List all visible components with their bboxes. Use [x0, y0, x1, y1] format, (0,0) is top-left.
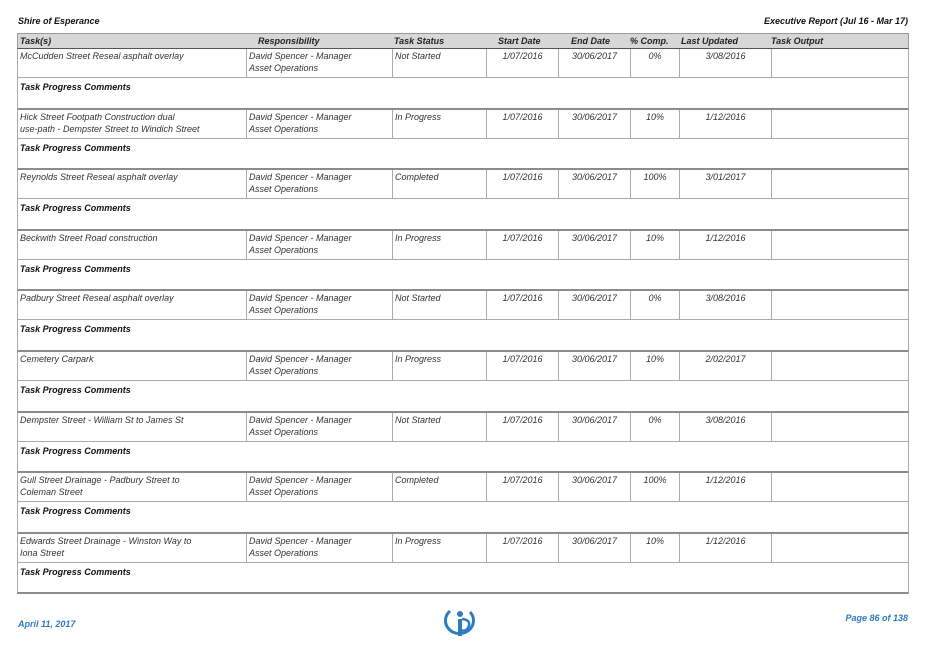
task-progress-comments-row	[17, 198, 909, 231]
comp-cell: 10%	[630, 231, 679, 259]
start-cell: 1/07/2016	[486, 170, 558, 198]
updated-cell: 2/02/2017	[679, 352, 771, 380]
task-block	[17, 534, 909, 595]
task-block	[17, 413, 909, 474]
task-progress-comments-label: Task Progress Comments	[20, 203, 131, 214]
task-progress-comments-label: Task Progress Comments	[20, 384, 131, 395]
task-progress-comments-label: Task Progress Comments	[20, 506, 131, 517]
task-line-2: use-path - Dempster Street to Windich Street	[20, 123, 200, 134]
task-name-cell	[18, 473, 246, 501]
status-cell: Not Started	[392, 413, 486, 441]
comp-cell: 0%	[630, 49, 679, 77]
table-row	[17, 352, 909, 380]
resp-line-2: Asset Operations	[249, 426, 319, 437]
responsibility-cell	[246, 170, 392, 198]
task-line-2: Iona Street	[20, 547, 65, 558]
resp-line-1: David Spencer - Manager	[249, 353, 352, 364]
col-end: End Date	[571, 36, 611, 46]
task-line-2: Coleman Street	[20, 487, 83, 498]
comp-cell: 10%	[630, 352, 679, 380]
task-line-1: Gull Street Drainage - Padbury Street to	[20, 475, 180, 486]
updated-cell: 1/12/2016	[679, 473, 771, 501]
task-output-cell	[771, 352, 910, 380]
table-row	[17, 534, 909, 562]
task-line-1: McCudden Street Reseal asphalt overlay	[20, 51, 184, 61]
task-output-cell	[771, 534, 910, 562]
updated-cell: 3/01/2017	[679, 170, 771, 198]
col-output: Task Output	[771, 36, 824, 46]
resp-line-2: Asset Operations	[249, 244, 319, 255]
table-row	[17, 49, 909, 77]
status-cell: Not Started	[392, 291, 486, 319]
comp-cell: 10%	[630, 534, 679, 562]
responsibility-cell	[246, 473, 392, 501]
responsibility-cell	[246, 110, 392, 138]
table-row	[17, 110, 909, 138]
start-cell: 1/07/2016	[486, 49, 558, 77]
resp-line-1: David Spencer - Manager	[249, 51, 352, 61]
end-cell: 30/06/2017	[558, 413, 630, 441]
resp-line-1: David Spencer - Manager	[249, 172, 352, 183]
resp-line-2: Asset Operations	[249, 63, 319, 73]
comp-cell: 10%	[630, 110, 679, 138]
task-name-cell	[18, 231, 246, 259]
end-cell: 30/06/2017	[558, 110, 630, 138]
start-cell: 1/07/2016	[486, 413, 558, 441]
task-output-cell	[771, 110, 910, 138]
resp-line-2: Asset Operations	[249, 184, 319, 195]
responsibility-cell	[246, 291, 392, 319]
task-progress-comments-row	[17, 319, 909, 352]
task-progress-comments-label: Task Progress Comments	[20, 445, 131, 456]
task-name-cell	[18, 49, 246, 77]
task-progress-comments-row	[17, 77, 909, 110]
status-cell: In Progress	[392, 352, 486, 380]
task-block	[17, 291, 909, 352]
col-start: Start Date	[498, 36, 541, 46]
task-output-cell	[771, 291, 910, 319]
task-block	[17, 170, 909, 231]
task-progress-comments-label: Task Progress Comments	[20, 566, 131, 577]
end-cell: 30/06/2017	[558, 231, 630, 259]
resp-line-1: David Spencer - Manager	[249, 535, 352, 546]
task-progress-comments-row	[17, 441, 909, 474]
task-name-cell	[18, 291, 246, 319]
updated-cell: 1/12/2016	[679, 231, 771, 259]
start-cell: 1/07/2016	[486, 291, 558, 319]
table-row	[17, 170, 909, 198]
status-cell: Not Started	[392, 49, 486, 77]
resp-line-2: Asset Operations	[249, 123, 319, 134]
col-status: Task Status	[394, 36, 445, 46]
task-progress-comments-label: Task Progress Comments	[20, 142, 131, 153]
task-rows	[17, 49, 909, 594]
end-cell: 30/06/2017	[558, 49, 630, 77]
task-line-1: Hick Street Footpath Construction dual	[20, 111, 175, 122]
comp-cell: 100%	[630, 170, 679, 198]
task-progress-comments-row	[17, 138, 909, 171]
task-progress-comments-label: Task Progress Comments	[20, 324, 131, 335]
report-date: April 11, 2017	[18, 619, 76, 629]
task-progress-comments-row	[17, 501, 909, 534]
task-block	[17, 231, 909, 292]
end-cell: 30/06/2017	[558, 534, 630, 562]
status-cell: In Progress	[392, 110, 486, 138]
table-row	[17, 473, 909, 501]
resp-line-1: David Spencer - Manager	[249, 111, 352, 122]
end-cell: 30/06/2017	[558, 291, 630, 319]
task-output-cell	[771, 49, 910, 77]
resp-line-2: Asset Operations	[249, 305, 319, 316]
task-line-1: Cemetery Carpark	[20, 353, 94, 364]
task-output-cell	[771, 231, 910, 259]
report-title: Executive Report (Jul 16 - Mar 17)	[763, 16, 908, 26]
task-output-cell	[771, 413, 910, 441]
resp-line-2: Asset Operations	[249, 487, 319, 498]
start-cell: 1/07/2016	[486, 231, 558, 259]
task-output-cell	[771, 473, 910, 501]
task-block	[17, 110, 909, 171]
responsibility-cell	[246, 231, 392, 259]
task-block	[17, 473, 909, 534]
updated-cell: 1/12/2016	[679, 534, 771, 562]
task-block	[17, 352, 909, 413]
end-cell: 30/06/2017	[558, 170, 630, 198]
comp-cell: 0%	[630, 291, 679, 319]
start-cell: 1/07/2016	[486, 473, 558, 501]
table-row	[17, 291, 909, 319]
start-cell: 1/07/2016	[486, 352, 558, 380]
status-cell: In Progress	[392, 534, 486, 562]
task-progress-comments-row	[17, 259, 909, 292]
task-line-1: Padbury Street Reseal asphalt overlay	[20, 293, 174, 304]
comp-cell: 100%	[630, 473, 679, 501]
table-row	[17, 231, 909, 259]
task-table	[17, 33, 909, 594]
status-cell: In Progress	[392, 231, 486, 259]
task-progress-comments-label: Task Progress Comments	[20, 82, 131, 92]
organisation-name: Shire of Esperance	[18, 16, 100, 26]
task-progress-comments-row	[17, 562, 909, 595]
col-updated: Last Updated	[681, 36, 739, 46]
updated-cell: 1/12/2016	[679, 110, 771, 138]
updated-cell: 3/08/2016	[679, 291, 771, 319]
task-output-cell	[771, 170, 910, 198]
task-progress-comments-label: Task Progress Comments	[20, 263, 131, 274]
task-line-1: Beckwith Street Road construction	[20, 232, 158, 243]
task-line-1: Reynolds Street Reseal asphalt overlay	[20, 172, 178, 183]
task-line-1: Dempster Street - William St to James St	[20, 414, 184, 425]
start-cell: 1/07/2016	[486, 110, 558, 138]
task-name-cell	[18, 352, 246, 380]
resp-line-1: David Spencer - Manager	[249, 414, 352, 425]
col-comp: % Comp.	[630, 36, 669, 46]
resp-line-2: Asset Operations	[249, 365, 319, 376]
status-cell: Completed	[392, 170, 486, 198]
start-cell: 1/07/2016	[486, 534, 558, 562]
col-responsibility: Responsibility	[258, 36, 320, 46]
responsibility-cell	[246, 49, 392, 77]
resp-line-2: Asset Operations	[249, 547, 319, 558]
task-name-cell	[18, 110, 246, 138]
shire-logo-icon	[440, 606, 478, 638]
responsibility-cell	[246, 534, 392, 562]
status-cell: Completed	[392, 473, 486, 501]
col-task: Task(s)	[20, 36, 52, 46]
page-number: Page 86 of 138	[845, 613, 908, 623]
task-progress-comments-row	[17, 380, 909, 413]
task-name-cell	[18, 413, 246, 441]
task-line-1: Edwards Street Drainage - Winston Way to	[20, 535, 192, 546]
task-name-cell	[18, 170, 246, 198]
end-cell: 30/06/2017	[558, 352, 630, 380]
resp-line-1: David Spencer - Manager	[249, 293, 352, 304]
responsibility-cell	[246, 352, 392, 380]
responsibility-cell	[246, 413, 392, 441]
end-cell: 30/06/2017	[558, 473, 630, 501]
updated-cell: 3/08/2016	[679, 413, 771, 441]
updated-cell: 3/08/2016	[679, 49, 771, 77]
resp-line-1: David Spencer - Manager	[249, 232, 352, 243]
column-header-row	[17, 33, 909, 49]
table-row	[17, 413, 909, 441]
resp-line-1: David Spencer - Manager	[249, 475, 352, 486]
task-name-cell	[18, 534, 246, 562]
comp-cell: 0%	[630, 413, 679, 441]
task-block	[17, 49, 909, 110]
